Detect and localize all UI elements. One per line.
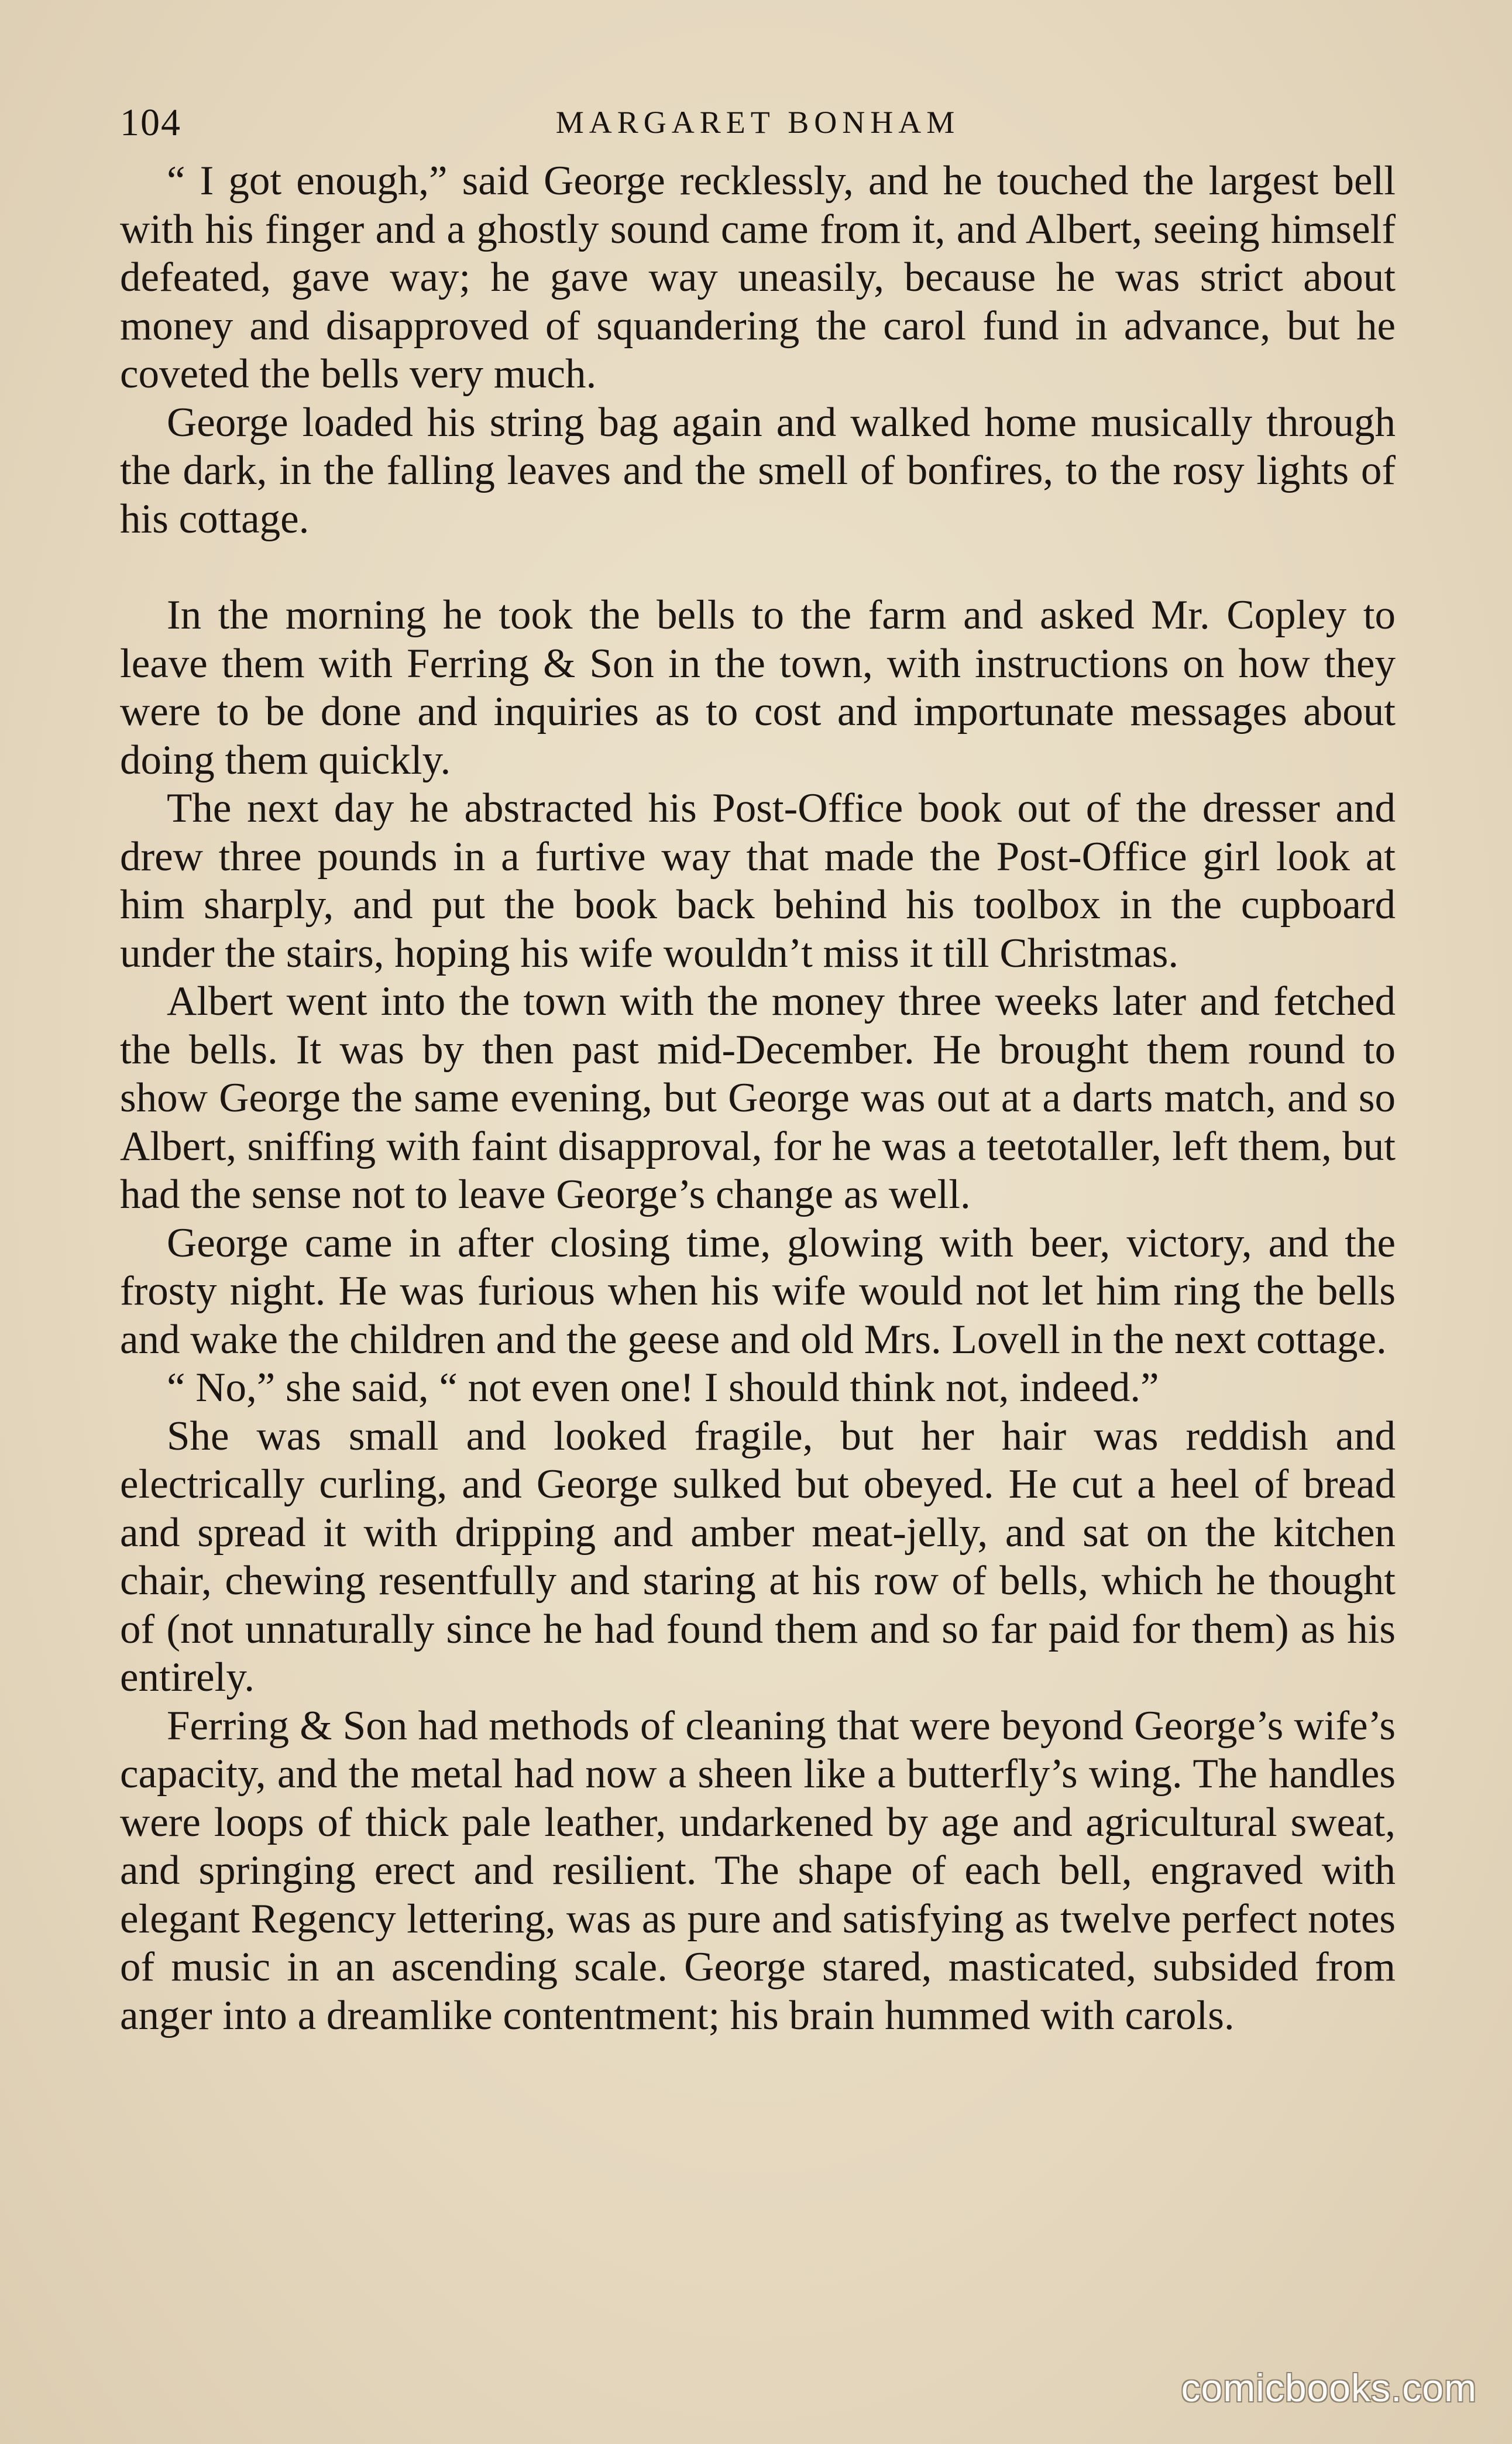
- paragraph: Albert went into the town with the money three weeks later and fetched the bells. It was by then past mid-December. He brought them round to show George the same evening, but George was out at a darts match, and so Albert, sniffing with faint disapproval, for he was a teetotaller, left them, but had the sense not to leave George’s change as well.: [120, 979, 1396, 1217]
- section-break: [120, 543, 1396, 591]
- watermark: comicbooks.com: [1181, 2366, 1477, 2409]
- running-head: MARGARET BONHAM: [555, 105, 960, 140]
- paragraph: In the morning he took the bells to the farm and asked Mr. Copley to leave them with Ferring & Son in the town, with instructions on how they were to be done and inquiries as to cost and importunate messages about doing them quickly.: [120, 592, 1396, 783]
- paragraph: “ No,” she said, “ not even one! I should think not, indeed.”: [167, 1365, 1159, 1410]
- page-header: [120, 101, 1396, 153]
- paragraph: The next day he abstracted his Post-Office book out of the dresser and drew three pounds in a furtive way that made the Post-Office girl look at him sharply, and put the book back behind his toolbox in the cupboard under the stairs, hoping his wife wouldn’t miss it till Christmas.: [120, 785, 1396, 976]
- paragraph: George came in after closing time, glowing with beer, victory, and the frosty night. He was furious when his wife would not let him ring the bells and wake the children and the geese and old Mrs. Lovell in the next cottage.: [120, 1220, 1396, 1362]
- paragraph: She was small and looked fragile, but her hair was reddish and electrically curling, and George sulked but obeyed. He cut a heel of bread and spread it with dripping and amber meat-jelly, and sat on the kitchen chair, chewing resentfully and staring at his row of bells, which he thought of (not unnaturally since he had found them and so far paid for them) as his entirely.: [120, 1413, 1396, 1700]
- paragraph: Ferring & Son had methods of cleaning that were beyond George’s wife’s capacity, and the metal had now a sheen like a butterfly’s wing. The handles were loops of thick pale leather, undarkened by age and agricultural sweat, and springing erect and resilient. The shape of each bell, engraved with elegant Regency lettering, was as pure and satisfying as twelve perfect notes of music in an ascending scale. George stared, masticated, subsided from anger into a dreamlike contentment; his brain hummed with carols.: [120, 1702, 1396, 2038]
- paragraph: George loaded his string bag again and walked home musically through the dark, in the falling leaves and the smell of bonfires, to the rosy lights of his cottage.: [120, 399, 1396, 542]
- paragraph: “ I got enough,” said George recklessly, and he touched the largest bell with his finger and a ghostly sound came from it, and Albert, seeing himself defeated, gave way; he gave way uneasily, because he was strict about money and disapproved of squandering the carol fund in advance, but he coveted the bells very much.: [120, 158, 1396, 397]
- body-text: [120, 157, 1396, 2040]
- page-number: 104: [120, 101, 181, 144]
